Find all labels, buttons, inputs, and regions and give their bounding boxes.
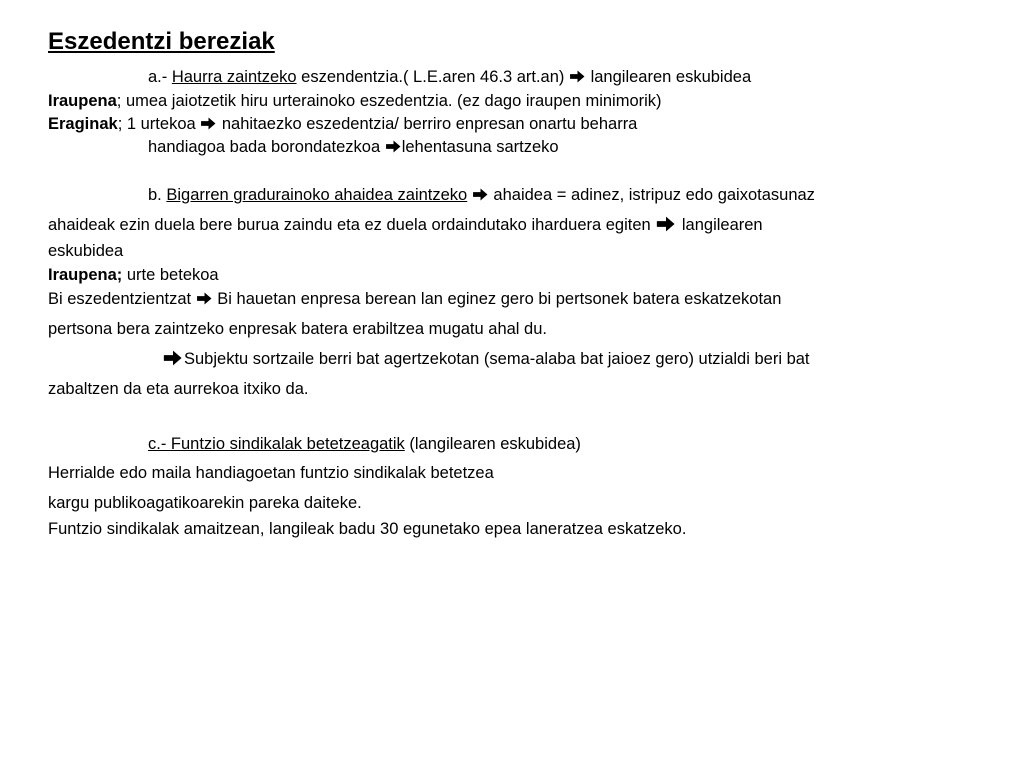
section-b-line1-rest: ahaidea = adinez, istripuz edo gaixotasunaz xyxy=(488,186,815,204)
eraginak-label: Eraginak xyxy=(48,115,118,133)
section-c-line1: Herrialde edo maila handiagoetan funtzio sindikalak betetzea xyxy=(48,464,494,482)
section-b-line2-result: langilearen xyxy=(677,216,763,234)
section-a-iraupena xyxy=(48,90,662,112)
section-c-heading-rest: (langilearen eskubidea) xyxy=(404,435,581,453)
section-c-heading-underlined: c.- Funtzio sindikalak betetzeagatik xyxy=(148,435,405,453)
section-a-eraginak xyxy=(48,113,637,135)
section-b-heading-underlined: Bigarren gradurainoko ahaidea zaintzeko xyxy=(166,186,468,204)
section-b-prefix: b. xyxy=(148,186,167,204)
section-b-heading xyxy=(148,184,815,206)
section-b-line3: eskubidea xyxy=(48,242,124,260)
bi-result: Bi hauetan enpresa berean lan eginez gero bi pertsonek batera eskatzekotan xyxy=(212,290,782,308)
iraupena-label: Iraupena xyxy=(48,92,117,110)
section-b-bi-cont: pertsona bera zaintzeko enpresak batera erabiltzea mugatu ahal du. xyxy=(48,320,547,338)
arrow-right-icon xyxy=(570,70,585,83)
section-a-prefix: a.- xyxy=(148,68,172,86)
arrow-right-icon xyxy=(201,117,216,130)
arrow-right-icon xyxy=(197,292,212,305)
section-a-handiagoa xyxy=(148,136,559,158)
subjektu-text: Subjektu sortzaile berri bat agertzekotan (sema-alaba bat jaioez gero) utzialdi beri bat xyxy=(184,350,810,368)
section-c-line3: Funtzio sindikalak amaitzean, langileak badu 30 egunetako epea laneratzea eskatzeko. xyxy=(48,520,687,538)
section-b-subjektu-cont: zabaltzen da eta aurrekoa itxiko da. xyxy=(48,380,309,398)
section-b-line2 xyxy=(48,214,763,236)
arrow-right-icon xyxy=(473,188,488,201)
page-title: Eszedentzi bereziak xyxy=(48,28,275,55)
arrow-right-icon xyxy=(386,140,401,153)
handiagoa-text: handiagoa bada borondatezkoa xyxy=(148,138,385,156)
iraupena-text: ; umea jaiotzetik hiru urterainoko eszedentzia. (ez dago iraupen minimorik) xyxy=(116,92,662,110)
section-a-heading xyxy=(148,66,751,88)
section-a-rest: eszendentzia.( L.E.aren 46.3 art.an) xyxy=(296,68,569,86)
section-a-result: langilearen eskubidea xyxy=(586,68,752,86)
section-b-line2-text: ahaideak ezin duela bere burua zaindu eta ez duela ordaindutako iharduera egiten xyxy=(48,216,656,234)
eraginak-text: ; 1 urtekoa xyxy=(117,115,201,133)
iraupena-label: Iraupena; xyxy=(48,266,123,284)
handiagoa-result: lehentasuna sartzeko xyxy=(401,138,559,156)
iraupena-text: urte betekoa xyxy=(122,266,219,284)
section-a-heading-underlined: Haurra zaintzeko xyxy=(171,68,297,86)
arrow-right-icon xyxy=(163,350,183,366)
bi-text: Bi eszedentzientzat xyxy=(48,290,196,308)
section-c-heading xyxy=(148,433,581,455)
section-b-bi xyxy=(48,288,781,310)
arrow-right-icon xyxy=(656,216,676,232)
eraginak-result: nahitaezko eszedentzia/ berriro enpresan onartu beharra xyxy=(217,115,638,133)
section-b-subjektu xyxy=(162,348,810,370)
section-c-line2: kargu publikoagatikoarekin pareka daiteke. xyxy=(48,494,362,512)
section-b-iraupena xyxy=(48,264,219,286)
